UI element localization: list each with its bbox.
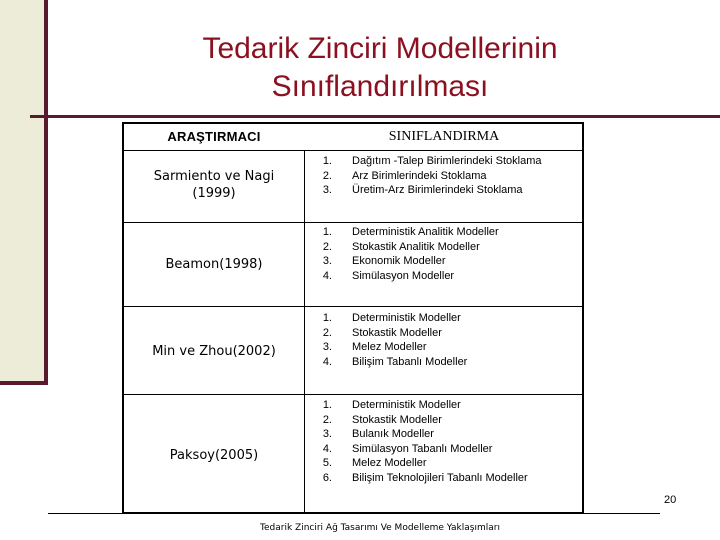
row-divider	[124, 306, 582, 307]
classification-list	[304, 398, 582, 485]
slide-title-line1: Tedarik Zinciri Modellerinin	[202, 32, 558, 65]
list-item: 3. Ekonomik Modeller	[322, 255, 446, 267]
page-number: 20	[664, 494, 677, 506]
title-divider	[30, 115, 720, 118]
researcher-cell	[124, 256, 304, 273]
header-researcher: ARAŞTIRMACI	[167, 129, 261, 144]
researcher-name: Min ve Zhou(2002)	[152, 344, 276, 359]
list-item: 2. Stokastik Modeller	[322, 326, 442, 339]
researcher-year: (1999)	[192, 186, 236, 201]
classification-list	[304, 311, 582, 369]
header-classification: SINIFLANDIRMA	[388, 129, 500, 144]
list-item: 1. Dağıtım -Talep Birimlerindeki Stoklama	[322, 155, 542, 167]
footer-text: Tedarik Zinciri Ağ Tasarımı Ve Modelleme Yaklaşımları	[260, 523, 500, 533]
list-item: 5. Melez Modeller	[322, 457, 427, 469]
list-item: 4. Bilişim Tabanlı Modeller	[322, 355, 468, 368]
footer-divider	[48, 513, 660, 514]
header-divider	[124, 150, 582, 151]
list-item: 2. Stokastik Modeller	[322, 413, 442, 426]
decorative-side-band	[0, 0, 44, 384]
list-item: 1. Deterministik Modeller	[322, 399, 461, 411]
list-item: 6. Bilişim Teknolojileri Tabanlı Modeller	[322, 471, 528, 484]
researcher-name: Paksoy(2005)	[169, 448, 259, 463]
decorative-side-bar	[44, 0, 48, 384]
list-item: 3. Melez Modeller	[322, 341, 427, 353]
researcher-name: Sarmiento ve Nagi	[153, 169, 275, 184]
list-item: 4. Simülasyon Tabanlı Modeller	[322, 442, 493, 455]
researcher-cell	[124, 447, 304, 464]
classification-table	[122, 122, 584, 514]
list-item: 3. Bulanık Modeller	[322, 428, 434, 440]
list-item: 2. Arz Birimlerindeki Stoklama	[322, 169, 487, 182]
list-item: 4. Simülasyon Modeller	[322, 269, 455, 282]
researcher-cell	[124, 168, 304, 202]
slide-title-line2: Sınıflandırılması	[271, 70, 489, 103]
row-divider	[124, 222, 582, 223]
slide-title	[100, 30, 660, 106]
row-divider	[124, 394, 582, 395]
list-item: 1. Deterministik Analitik Modeller	[322, 226, 499, 238]
researcher-name: Beamon(1998)	[165, 257, 263, 272]
list-item: 1. Deterministik Modeller	[322, 312, 461, 324]
list-item: 2. Stokastik Analitik Modeller	[322, 240, 480, 253]
list-item: 3. Üretim-Arz Birimlerindeki Stoklama	[322, 184, 523, 196]
researcher-cell	[124, 343, 304, 360]
classification-list	[304, 154, 582, 198]
decorative-side-foot	[0, 381, 48, 385]
classification-list	[304, 225, 582, 283]
